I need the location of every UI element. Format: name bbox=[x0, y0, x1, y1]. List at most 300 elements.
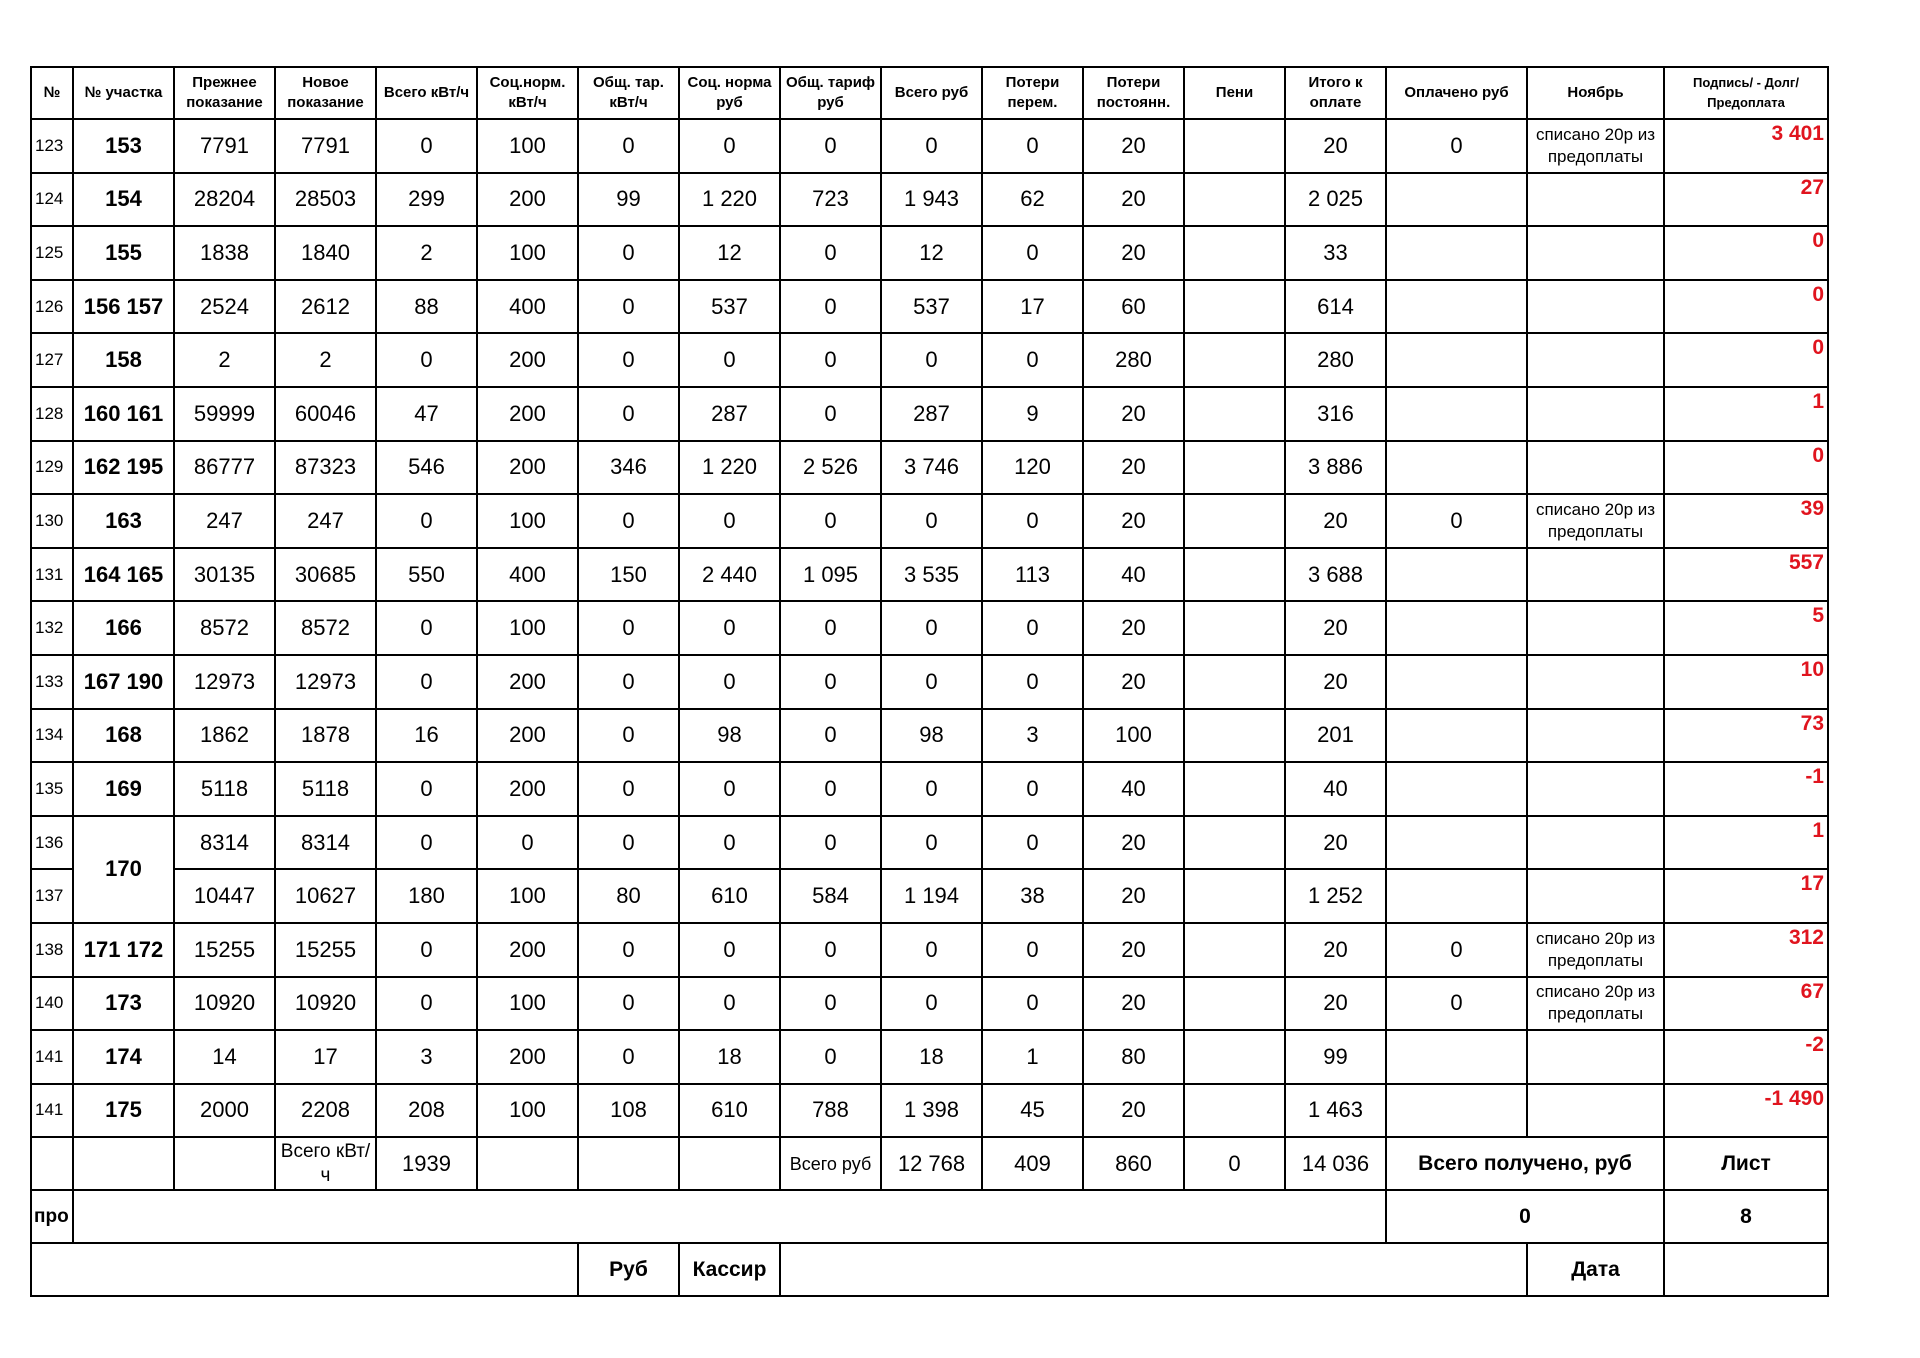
lot-number-cell: 173 bbox=[73, 977, 174, 1031]
row-number-cell: 130 bbox=[31, 494, 73, 548]
totals-rub-label: Всего руб bbox=[780, 1137, 881, 1190]
social-rub-cell: 537 bbox=[679, 280, 780, 334]
row-number-cell: 141 bbox=[31, 1030, 73, 1084]
loss-variable-cell: 0 bbox=[982, 816, 1083, 870]
loss-constant-cell: 20 bbox=[1083, 1084, 1184, 1138]
total-received-value: 0 bbox=[1386, 1190, 1664, 1243]
debt-prepayment-cell: 0 bbox=[1664, 441, 1828, 495]
lot-number-cell: 156 157 bbox=[73, 280, 174, 334]
totals-kwh-label: Всего кВт/ч bbox=[275, 1137, 376, 1190]
paid-cell bbox=[1386, 280, 1527, 334]
november-note-cell bbox=[1527, 280, 1664, 334]
social-rub-cell: 0 bbox=[679, 494, 780, 548]
sheet-number: 8 bbox=[1664, 1190, 1828, 1243]
new-reading-cell: 30685 bbox=[275, 548, 376, 602]
general-kwh-cell: 0 bbox=[578, 709, 679, 763]
debt-prepayment-cell: -1 490 bbox=[1664, 1084, 1828, 1138]
lot-number-cell: 160 161 bbox=[73, 387, 174, 441]
social-kwh-cell: 200 bbox=[477, 923, 578, 977]
loss-constant-cell: 280 bbox=[1083, 333, 1184, 387]
november-note-cell: списано 20р из предоплаты bbox=[1527, 494, 1664, 548]
total-kwh-cell: 2 bbox=[376, 226, 477, 280]
rub-label: Руб bbox=[578, 1243, 679, 1296]
total-rub-cell: 0 bbox=[881, 762, 982, 816]
row-number-cell: 128 bbox=[31, 387, 73, 441]
totals-empty-cell bbox=[477, 1137, 578, 1190]
table-row bbox=[31, 977, 1828, 1031]
social-kwh-cell: 100 bbox=[477, 226, 578, 280]
lot-number-cell: 153 bbox=[73, 119, 174, 173]
social-kwh-cell: 200 bbox=[477, 173, 578, 227]
amount-due-cell: 20 bbox=[1285, 977, 1386, 1031]
table-row bbox=[31, 1084, 1828, 1138]
row-number-cell: 138 bbox=[31, 923, 73, 977]
social-kwh-cell: 100 bbox=[477, 869, 578, 923]
november-note-cell bbox=[1527, 601, 1664, 655]
november-note-cell bbox=[1527, 709, 1664, 763]
loss-variable-cell: 17 bbox=[982, 280, 1083, 334]
paid-cell bbox=[1386, 1030, 1527, 1084]
table-row bbox=[31, 816, 1828, 870]
table-row bbox=[31, 655, 1828, 709]
table-row bbox=[31, 226, 1828, 280]
loss-constant-cell: 40 bbox=[1083, 762, 1184, 816]
prev-reading-cell: 1862 bbox=[174, 709, 275, 763]
row-number-cell: 124 bbox=[31, 173, 73, 227]
loss-constant-cell: 20 bbox=[1083, 601, 1184, 655]
payment-sheet bbox=[30, 66, 1829, 1297]
loss-variable-cell: 62 bbox=[982, 173, 1083, 227]
social-rub-cell: 18 bbox=[679, 1030, 780, 1084]
social-rub-cell: 0 bbox=[679, 601, 780, 655]
social-kwh-cell: 200 bbox=[477, 655, 578, 709]
debt-prepayment-cell: -2 bbox=[1664, 1030, 1828, 1084]
total-rub-cell: 98 bbox=[881, 709, 982, 763]
fine-cell bbox=[1184, 977, 1285, 1031]
amount-due-cell: 1 252 bbox=[1285, 869, 1386, 923]
totals-loss-constant: 860 bbox=[1083, 1137, 1184, 1190]
amount-due-cell: 3 886 bbox=[1285, 441, 1386, 495]
general-rub-cell: 788 bbox=[780, 1084, 881, 1138]
amount-due-cell: 99 bbox=[1285, 1030, 1386, 1084]
prev-reading-cell: 14 bbox=[174, 1030, 275, 1084]
social-kwh-cell: 200 bbox=[477, 333, 578, 387]
header-row bbox=[31, 67, 1828, 119]
totals-empty-cell bbox=[174, 1137, 275, 1190]
table-row bbox=[31, 762, 1828, 816]
fine-cell bbox=[1184, 280, 1285, 334]
november-note-cell bbox=[1527, 173, 1664, 227]
total-rub-cell: 0 bbox=[881, 333, 982, 387]
total-rub-cell: 0 bbox=[881, 494, 982, 548]
new-reading-cell: 1878 bbox=[275, 709, 376, 763]
col-header-general-kwh: Общ. тар. кВт/ч bbox=[578, 67, 679, 119]
social-rub-cell: 2 440 bbox=[679, 548, 780, 602]
total-kwh-cell: 3 bbox=[376, 1030, 477, 1084]
fine-cell bbox=[1184, 709, 1285, 763]
general-kwh-cell: 0 bbox=[578, 816, 679, 870]
paid-cell bbox=[1386, 387, 1527, 441]
prev-reading-cell: 247 bbox=[174, 494, 275, 548]
social-rub-cell: 287 bbox=[679, 387, 780, 441]
total-kwh-cell: 88 bbox=[376, 280, 477, 334]
total-kwh-cell: 0 bbox=[376, 119, 477, 173]
paid-cell bbox=[1386, 173, 1527, 227]
total-received-label: Всего получено, руб bbox=[1386, 1137, 1664, 1190]
loss-variable-cell: 38 bbox=[982, 869, 1083, 923]
november-note-cell bbox=[1527, 655, 1664, 709]
social-kwh-cell: 200 bbox=[477, 441, 578, 495]
col-header-lot: № участка bbox=[73, 67, 174, 119]
table-row bbox=[31, 494, 1828, 548]
social-kwh-cell: 400 bbox=[477, 280, 578, 334]
total-kwh-cell: 0 bbox=[376, 655, 477, 709]
sheet-label: Лист bbox=[1664, 1137, 1828, 1190]
totals-rub-value: 12 768 bbox=[881, 1137, 982, 1190]
amount-due-cell: 40 bbox=[1285, 762, 1386, 816]
loss-variable-cell: 0 bbox=[982, 601, 1083, 655]
new-reading-cell: 2208 bbox=[275, 1084, 376, 1138]
new-reading-cell: 10920 bbox=[275, 977, 376, 1031]
general-kwh-cell: 80 bbox=[578, 869, 679, 923]
col-header-social-rub: Соц. норма руб bbox=[679, 67, 780, 119]
loss-variable-cell: 0 bbox=[982, 923, 1083, 977]
fine-cell bbox=[1184, 869, 1285, 923]
table-row bbox=[31, 601, 1828, 655]
social-kwh-cell: 0 bbox=[477, 816, 578, 870]
new-reading-cell: 17 bbox=[275, 1030, 376, 1084]
col-header-total-kwh: Всего кВт/ч bbox=[376, 67, 477, 119]
fine-cell bbox=[1184, 655, 1285, 709]
general-kwh-cell: 0 bbox=[578, 494, 679, 548]
loss-variable-cell: 0 bbox=[982, 226, 1083, 280]
paid-cell: 0 bbox=[1386, 923, 1527, 977]
lot-number-cell: 174 bbox=[73, 1030, 174, 1084]
loss-constant-cell: 60 bbox=[1083, 280, 1184, 334]
row-number-cell: 123 bbox=[31, 119, 73, 173]
prev-reading-cell: 30135 bbox=[174, 548, 275, 602]
amount-due-cell: 33 bbox=[1285, 226, 1386, 280]
general-kwh-cell: 0 bbox=[578, 226, 679, 280]
loss-variable-cell: 0 bbox=[982, 762, 1083, 816]
amount-due-cell: 316 bbox=[1285, 387, 1386, 441]
total-rub-cell: 537 bbox=[881, 280, 982, 334]
general-rub-cell: 0 bbox=[780, 387, 881, 441]
prev-reading-cell: 15255 bbox=[174, 923, 275, 977]
social-rub-cell: 1 220 bbox=[679, 173, 780, 227]
loss-constant-cell: 20 bbox=[1083, 119, 1184, 173]
table-body bbox=[31, 119, 1828, 1137]
pr-empty-area bbox=[73, 1190, 1386, 1243]
lot-number-cell: 171 172 bbox=[73, 923, 174, 977]
amount-due-cell: 20 bbox=[1285, 923, 1386, 977]
cashier-signature-area bbox=[780, 1243, 1527, 1296]
amount-due-cell: 1 463 bbox=[1285, 1084, 1386, 1138]
november-note-cell bbox=[1527, 1084, 1664, 1138]
loss-constant-cell: 100 bbox=[1083, 709, 1184, 763]
loss-variable-cell: 45 bbox=[982, 1084, 1083, 1138]
paid-cell: 0 bbox=[1386, 119, 1527, 173]
row-number-cell: 134 bbox=[31, 709, 73, 763]
general-kwh-cell: 0 bbox=[578, 977, 679, 1031]
new-reading-cell: 2 bbox=[275, 333, 376, 387]
total-rub-cell: 0 bbox=[881, 977, 982, 1031]
general-rub-cell: 0 bbox=[780, 226, 881, 280]
total-kwh-cell: 0 bbox=[376, 923, 477, 977]
total-rub-cell: 18 bbox=[881, 1030, 982, 1084]
row-number-cell: 137 bbox=[31, 869, 73, 923]
row-number-cell: 125 bbox=[31, 226, 73, 280]
new-reading-cell: 15255 bbox=[275, 923, 376, 977]
general-kwh-cell: 0 bbox=[578, 762, 679, 816]
total-kwh-cell: 0 bbox=[376, 762, 477, 816]
general-rub-cell: 0 bbox=[780, 709, 881, 763]
new-reading-cell: 1840 bbox=[275, 226, 376, 280]
november-note-cell bbox=[1527, 441, 1664, 495]
totals-kwh-value: 1939 bbox=[376, 1137, 477, 1190]
general-kwh-cell: 0 bbox=[578, 280, 679, 334]
table-row bbox=[31, 119, 1828, 173]
general-rub-cell: 0 bbox=[780, 1030, 881, 1084]
table-row bbox=[31, 548, 1828, 602]
total-rub-cell: 3 535 bbox=[881, 548, 982, 602]
new-reading-cell: 12973 bbox=[275, 655, 376, 709]
col-header-signature-debt: Подпись/ - Долг/Предоплата bbox=[1664, 67, 1828, 119]
debt-prepayment-cell: 73 bbox=[1664, 709, 1828, 763]
social-kwh-cell: 400 bbox=[477, 548, 578, 602]
fine-cell bbox=[1184, 816, 1285, 870]
totals-loss-variable: 409 bbox=[982, 1137, 1083, 1190]
paid-cell bbox=[1386, 1084, 1527, 1138]
social-rub-cell: 0 bbox=[679, 655, 780, 709]
col-header-november: Ноябрь bbox=[1527, 67, 1664, 119]
prev-reading-cell: 8572 bbox=[174, 601, 275, 655]
social-kwh-cell: 100 bbox=[477, 1084, 578, 1138]
fine-cell bbox=[1184, 1030, 1285, 1084]
loss-variable-cell: 0 bbox=[982, 119, 1083, 173]
totals-empty-cell bbox=[31, 1137, 73, 1190]
fine-cell bbox=[1184, 762, 1285, 816]
prev-reading-cell: 2524 bbox=[174, 280, 275, 334]
total-kwh-cell: 16 bbox=[376, 709, 477, 763]
amount-due-cell: 20 bbox=[1285, 816, 1386, 870]
lot-number-cell: 154 bbox=[73, 173, 174, 227]
total-rub-cell: 0 bbox=[881, 816, 982, 870]
table-row bbox=[31, 173, 1828, 227]
lot-number-cell: 158 bbox=[73, 333, 174, 387]
col-header-paid: Оплачено руб bbox=[1386, 67, 1527, 119]
paid-cell bbox=[1386, 709, 1527, 763]
new-reading-cell: 28503 bbox=[275, 173, 376, 227]
prev-reading-cell: 86777 bbox=[174, 441, 275, 495]
col-header-social-kwh: Соц.норм. кВт/ч bbox=[477, 67, 578, 119]
social-rub-cell: 98 bbox=[679, 709, 780, 763]
paid-cell bbox=[1386, 601, 1527, 655]
total-kwh-cell: 0 bbox=[376, 333, 477, 387]
row-number-cell: 127 bbox=[31, 333, 73, 387]
totals-row bbox=[31, 1137, 1828, 1190]
table-row bbox=[31, 280, 1828, 334]
fine-cell bbox=[1184, 173, 1285, 227]
debt-prepayment-cell: 0 bbox=[1664, 226, 1828, 280]
paid-cell bbox=[1386, 655, 1527, 709]
total-kwh-cell: 180 bbox=[376, 869, 477, 923]
row-number-cell: 140 bbox=[31, 977, 73, 1031]
general-kwh-cell: 0 bbox=[578, 1030, 679, 1084]
loss-constant-cell: 20 bbox=[1083, 173, 1184, 227]
debt-prepayment-cell: 1 bbox=[1664, 387, 1828, 441]
general-kwh-cell: 346 bbox=[578, 441, 679, 495]
social-kwh-cell: 200 bbox=[477, 387, 578, 441]
date-label: Дата bbox=[1527, 1243, 1664, 1296]
social-rub-cell: 0 bbox=[679, 333, 780, 387]
amount-due-cell: 3 688 bbox=[1285, 548, 1386, 602]
fine-cell bbox=[1184, 601, 1285, 655]
paid-cell: 0 bbox=[1386, 977, 1527, 1031]
general-kwh-cell: 0 bbox=[578, 387, 679, 441]
footer-empty-area bbox=[31, 1243, 578, 1296]
row-number-cell: 135 bbox=[31, 762, 73, 816]
prev-reading-cell: 2 bbox=[174, 333, 275, 387]
fine-cell bbox=[1184, 333, 1285, 387]
debt-prepayment-cell: 1 bbox=[1664, 816, 1828, 870]
loss-constant-cell: 20 bbox=[1083, 655, 1184, 709]
total-rub-cell: 287 bbox=[881, 387, 982, 441]
general-kwh-cell: 0 bbox=[578, 601, 679, 655]
total-rub-cell: 0 bbox=[881, 601, 982, 655]
november-note-cell bbox=[1527, 387, 1664, 441]
lot-number-cell: 170 bbox=[73, 816, 174, 923]
fine-cell bbox=[1184, 119, 1285, 173]
row-number-cell: 126 bbox=[31, 280, 73, 334]
loss-constant-cell: 20 bbox=[1083, 387, 1184, 441]
pr-label: про bbox=[31, 1190, 73, 1243]
amount-due-cell: 20 bbox=[1285, 494, 1386, 548]
row-number-cell: 129 bbox=[31, 441, 73, 495]
loss-constant-cell: 20 bbox=[1083, 441, 1184, 495]
fine-cell bbox=[1184, 387, 1285, 441]
col-header-num: № bbox=[31, 67, 73, 119]
paid-cell bbox=[1386, 226, 1527, 280]
date-value-area bbox=[1664, 1243, 1828, 1296]
col-header-amount-due: Итого к оплате bbox=[1285, 67, 1386, 119]
lot-number-cell: 162 195 bbox=[73, 441, 174, 495]
table-row bbox=[31, 441, 1828, 495]
november-note-cell bbox=[1527, 869, 1664, 923]
social-rub-cell: 12 bbox=[679, 226, 780, 280]
november-note-cell bbox=[1527, 816, 1664, 870]
loss-variable-cell: 0 bbox=[982, 494, 1083, 548]
general-kwh-cell: 0 bbox=[578, 119, 679, 173]
total-kwh-cell: 0 bbox=[376, 816, 477, 870]
general-rub-cell: 0 bbox=[780, 923, 881, 977]
table-row bbox=[31, 869, 1828, 923]
col-header-new-reading: Новое показание bbox=[275, 67, 376, 119]
lot-number-cell: 168 bbox=[73, 709, 174, 763]
social-kwh-cell: 100 bbox=[477, 494, 578, 548]
fine-cell bbox=[1184, 441, 1285, 495]
social-rub-cell: 0 bbox=[679, 119, 780, 173]
paid-cell bbox=[1386, 816, 1527, 870]
prev-reading-cell: 5118 bbox=[174, 762, 275, 816]
total-kwh-cell: 0 bbox=[376, 494, 477, 548]
paid-cell: 0 bbox=[1386, 494, 1527, 548]
social-rub-cell: 0 bbox=[679, 816, 780, 870]
general-rub-cell: 723 bbox=[780, 173, 881, 227]
footer-row-pr bbox=[31, 1190, 1828, 1243]
col-header-loss-variable: Потери перем. bbox=[982, 67, 1083, 119]
table-row bbox=[31, 387, 1828, 441]
loss-variable-cell: 1 bbox=[982, 1030, 1083, 1084]
loss-constant-cell: 20 bbox=[1083, 977, 1184, 1031]
footer-row-signatures bbox=[31, 1243, 1828, 1296]
amount-due-cell: 20 bbox=[1285, 601, 1386, 655]
total-kwh-cell: 0 bbox=[376, 977, 477, 1031]
general-rub-cell: 0 bbox=[780, 333, 881, 387]
prev-reading-cell: 28204 bbox=[174, 173, 275, 227]
social-kwh-cell: 100 bbox=[477, 977, 578, 1031]
november-note-cell bbox=[1527, 548, 1664, 602]
totals-empty-cell bbox=[73, 1137, 174, 1190]
loss-constant-cell: 80 bbox=[1083, 1030, 1184, 1084]
loss-constant-cell: 20 bbox=[1083, 226, 1184, 280]
november-note-cell: списано 20р из предоплаты bbox=[1527, 923, 1664, 977]
total-kwh-cell: 47 bbox=[376, 387, 477, 441]
lot-number-cell: 163 bbox=[73, 494, 174, 548]
general-rub-cell: 0 bbox=[780, 977, 881, 1031]
new-reading-cell: 7791 bbox=[275, 119, 376, 173]
debt-prepayment-cell: 312 bbox=[1664, 923, 1828, 977]
total-rub-cell: 0 bbox=[881, 119, 982, 173]
november-note-cell bbox=[1527, 333, 1664, 387]
social-kwh-cell: 100 bbox=[477, 601, 578, 655]
fine-cell bbox=[1184, 548, 1285, 602]
debt-prepayment-cell: 39 bbox=[1664, 494, 1828, 548]
total-rub-cell: 0 bbox=[881, 923, 982, 977]
table-row bbox=[31, 709, 1828, 763]
total-rub-cell: 1 194 bbox=[881, 869, 982, 923]
paid-cell bbox=[1386, 869, 1527, 923]
prev-reading-cell: 10920 bbox=[174, 977, 275, 1031]
paid-cell bbox=[1386, 441, 1527, 495]
cashier-label: Кассир bbox=[679, 1243, 780, 1296]
debt-prepayment-cell: 27 bbox=[1664, 173, 1828, 227]
general-rub-cell: 0 bbox=[780, 280, 881, 334]
november-note-cell bbox=[1527, 762, 1664, 816]
prev-reading-cell: 12973 bbox=[174, 655, 275, 709]
general-rub-cell: 0 bbox=[780, 601, 881, 655]
november-note-cell: списано 20р из предоплаты bbox=[1527, 119, 1664, 173]
new-reading-cell: 8314 bbox=[275, 816, 376, 870]
fine-cell bbox=[1184, 226, 1285, 280]
loss-variable-cell: 9 bbox=[982, 387, 1083, 441]
debt-prepayment-cell: 5 bbox=[1664, 601, 1828, 655]
general-rub-cell: 2 526 bbox=[780, 441, 881, 495]
debt-prepayment-cell: 67 bbox=[1664, 977, 1828, 1031]
new-reading-cell: 2612 bbox=[275, 280, 376, 334]
col-header-prev-reading: Прежнее показание bbox=[174, 67, 275, 119]
paid-cell bbox=[1386, 762, 1527, 816]
totals-fine: 0 bbox=[1184, 1137, 1285, 1190]
total-kwh-cell: 208 bbox=[376, 1084, 477, 1138]
lot-number-cell: 166 bbox=[73, 601, 174, 655]
total-kwh-cell: 0 bbox=[376, 601, 477, 655]
loss-variable-cell: 113 bbox=[982, 548, 1083, 602]
general-kwh-cell: 0 bbox=[578, 333, 679, 387]
general-rub-cell: 1 095 bbox=[780, 548, 881, 602]
table-row bbox=[31, 333, 1828, 387]
row-number-cell: 133 bbox=[31, 655, 73, 709]
